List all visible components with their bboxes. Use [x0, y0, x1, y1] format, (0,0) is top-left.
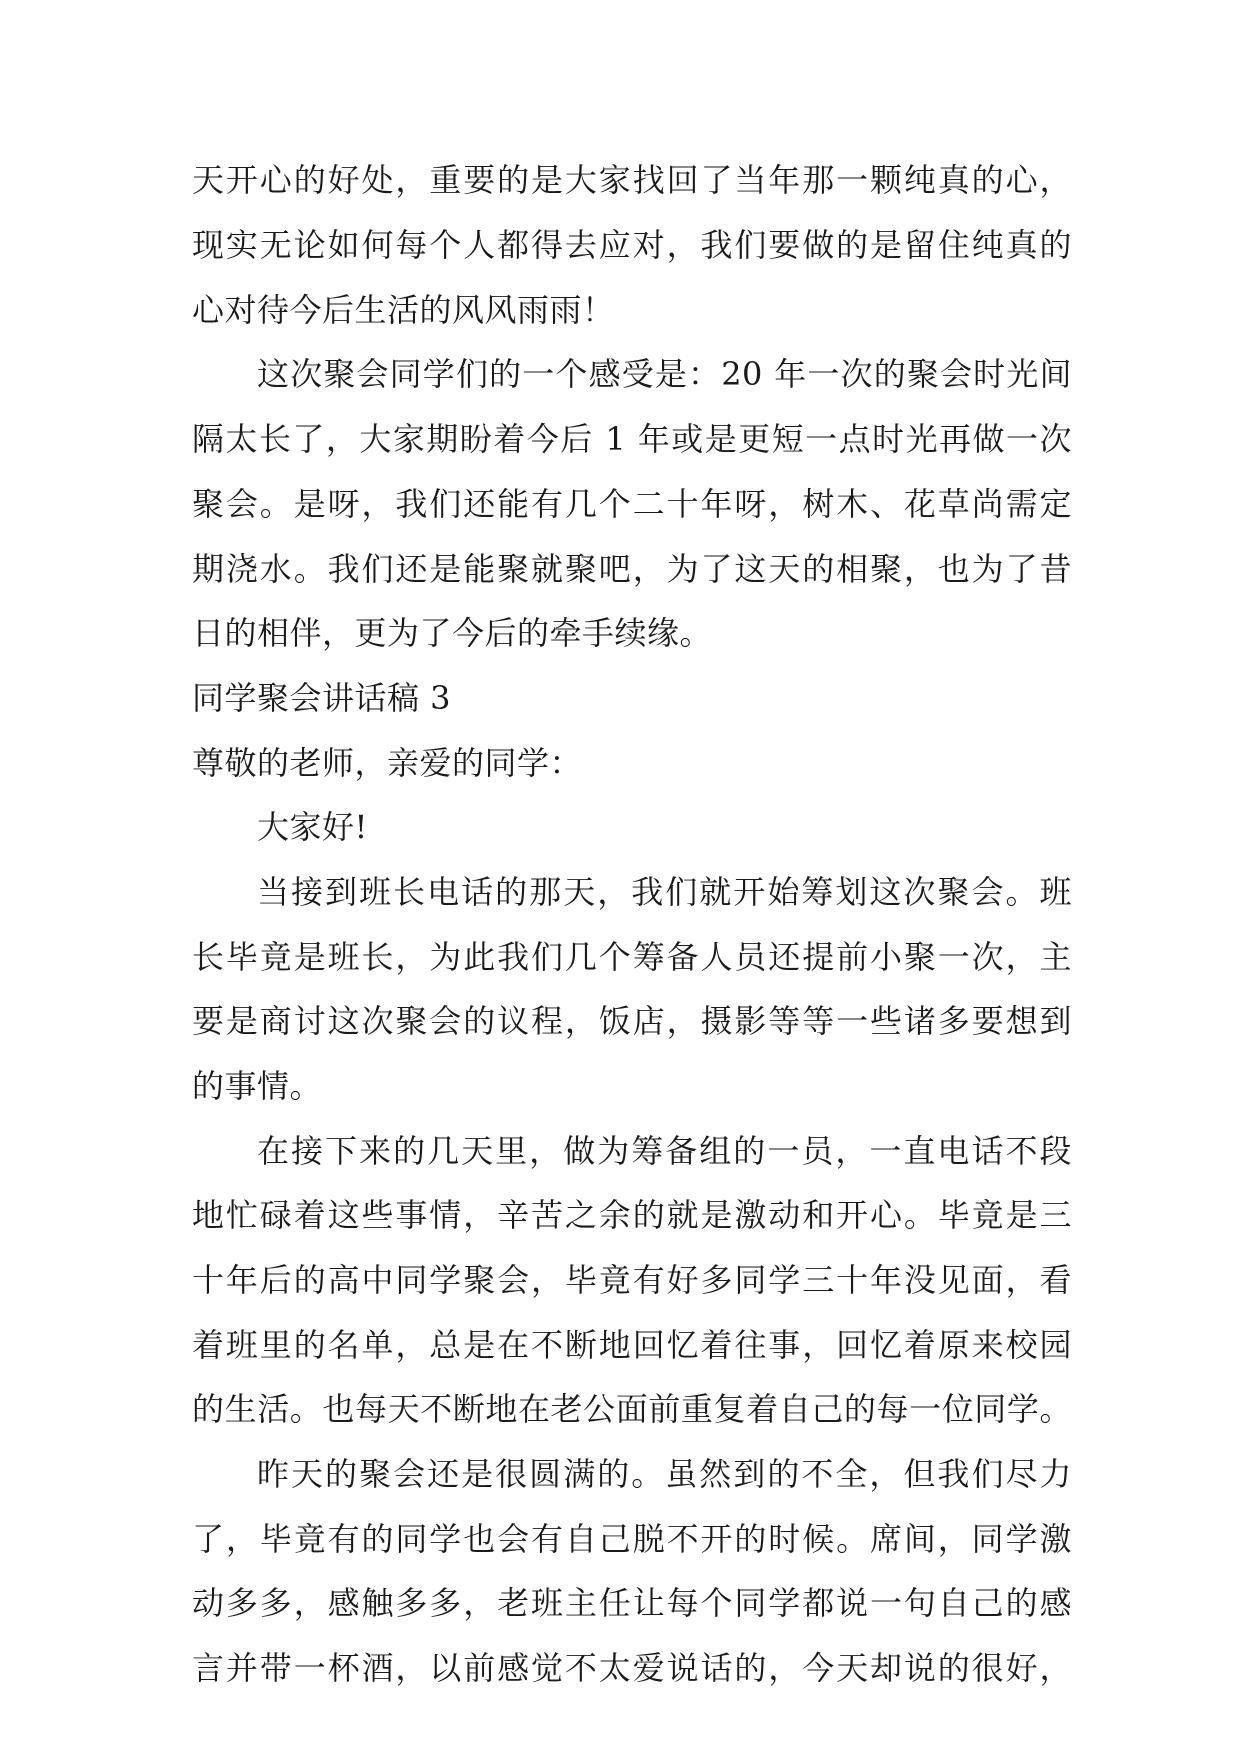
section-heading: 同学聚会讲话稿 3 — [192, 679, 452, 717]
paragraph-first-line: 当接到班长电话的那天，我们就开始筹划这次聚会。班 — [257, 873, 1072, 911]
text-line: 日的相伴，更为了今后的牵手续缘。 — [192, 614, 713, 652]
paragraph-first-line: 在接下来的几天里，做为筹备组的一员，一直电话不段 — [257, 1132, 1072, 1170]
text-line: 长毕竟是班长，为此我们几个筹备人员还提前小聚一次，主 — [192, 938, 1072, 976]
text-line: 心对待今后生活的风风雨雨！ — [192, 291, 615, 329]
salutation: 尊敬的老师，亲爱的同学： — [192, 744, 583, 782]
text-line: 要是商讨这次聚会的议程，饭店，摄影等等一些诸多要想到 — [192, 1002, 1072, 1040]
text-line: 着班里的名单，总是在不断地回忆着往事，回忆着原来校园 — [192, 1326, 1072, 1364]
text-line: 现实无论如何每个人都得去应对，我们要做的是留住纯真的 — [192, 226, 1072, 264]
text-line: 十年后的高中同学聚会，毕竟有好多同学三十年没见面，看 — [192, 1261, 1072, 1299]
text-line: 言并带一杯酒，以前感觉不太爱说话的，今天却说的很好， — [192, 1649, 1072, 1687]
paragraph-first-line: 昨天的聚会还是很圆满的。虽然到的不全，但我们尽力 — [257, 1455, 1072, 1493]
text-line: 天开心的好处，重要的是大家找回了当年那一颗纯真的心， — [192, 161, 1072, 199]
paragraph-first-line: 这次聚会同学们的一个感受是：20 年一次的聚会时光间 — [257, 355, 1072, 393]
text-line: 聚会。是呀，我们还能有几个二十年呀，树木、花草尚需定 — [192, 485, 1072, 523]
text-line: 的生活。也每天不断地在老公面前重复着自己的每一位同学。 — [192, 1390, 1072, 1428]
greeting: 大家好! — [257, 808, 368, 846]
text-line: 隔太长了，大家期盼着今后 1 年或是更短一点时光再做一次 — [192, 420, 1072, 458]
text-line: 期浇水。我们还是能聚就聚吧，为了这天的相聚，也为了昔 — [192, 550, 1072, 588]
text-line: 地忙碌着这些事情，辛苦之余的就是激动和开心。毕竟是三 — [192, 1196, 1072, 1234]
text-line: 动多多，感触多多，老班主任让每个同学都说一句自己的感 — [192, 1584, 1072, 1622]
text-line: 的事情。 — [192, 1067, 323, 1105]
text-line: 了，毕竟有的同学也会有自己脱不开的时候。席间，同学激 — [192, 1520, 1072, 1558]
